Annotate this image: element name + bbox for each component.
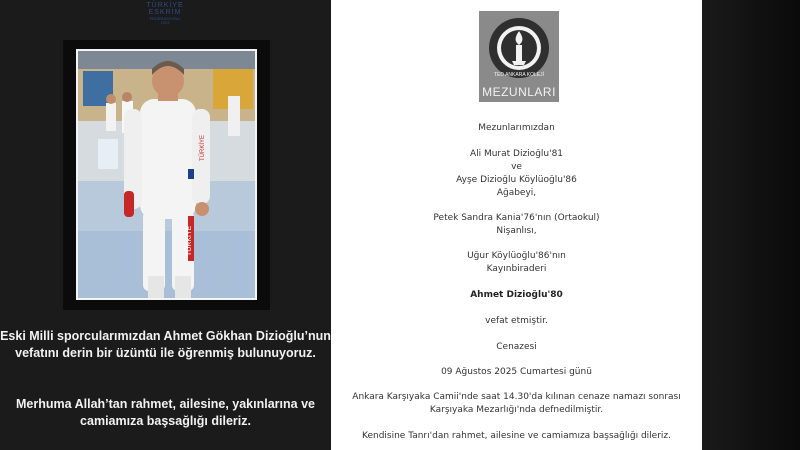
line-mezunlarimizdan: Mezunlarımızdan xyxy=(478,123,555,133)
line-ali-murat: Ali Murat Dizioğlu'81 xyxy=(469,149,564,159)
line-kayinbiraderi: Kayınbiraderi xyxy=(486,264,547,274)
line-nisanlisi: Nişanlısı, xyxy=(496,226,537,236)
federation-logo-line3: FEDERASYONU xyxy=(149,16,181,21)
condolence-paragraph-2: Merhuma Allah’tan rahmet, ailesine, yakınlarına ve camiamıza başsağlığı dileriz. xyxy=(16,397,315,428)
right-margin xyxy=(702,0,800,450)
mezunlar-logo xyxy=(479,11,559,102)
federation-logo-line4: 1923 xyxy=(160,20,170,25)
photo-frame xyxy=(63,40,270,310)
federation-logo xyxy=(130,2,200,25)
pants-text: TÜRKİYE xyxy=(186,225,193,256)
line-ugur: Uğur Köylüoğlu'86'nın xyxy=(467,251,566,261)
line-ve: ve xyxy=(511,162,522,172)
fencer-illustration xyxy=(78,51,255,298)
left-panel xyxy=(0,0,331,450)
suit-text: TÜRKİYE xyxy=(200,134,206,161)
line-vefat: vefat etmiştir. xyxy=(485,316,548,326)
right-panel xyxy=(331,0,702,450)
fencer-photo xyxy=(76,49,257,300)
federation-logo-line2: ESKRİM xyxy=(148,9,182,16)
federation-logo-line1: TÜRKİYE xyxy=(146,2,184,9)
line-agabeyi: Ağabeyi, xyxy=(496,188,537,198)
deceased-name: Ahmet Dizioğlu'80 xyxy=(470,290,563,300)
ted-ring-text: TED ANKARA KOLEJİ xyxy=(493,72,545,78)
line-petek: Petek Sandra Kania'76'nın (Ortaokul) xyxy=(433,213,600,223)
line-cenazesi: Cenazesi xyxy=(496,342,537,352)
line-ceremony: Ankara Karşıyaka Camii'nde saat 14.30'da kılınan cenaze namazı sonrası xyxy=(352,392,681,402)
mezunlar-label: MEZUNLARI xyxy=(482,85,556,99)
line-condolence: Kendisine Tanrı'dan rahmet, ailesine ve camiamıza başsağlığı dileriz. xyxy=(362,431,671,441)
line-burial: Karşıyaka Mezarlığı'nda defnedilmiştir. xyxy=(429,405,604,415)
condolence-paragraph-1: Eski Milli sporcularımızdan Ahmet Gökhan Dizioğlu’nun vefatını derin bir üzüntü ile öğrenmiş bulunuyoruz. xyxy=(0,329,331,360)
line-ayse: Ayşe Dizioğlu Köylüoğlu'86 xyxy=(456,175,577,185)
line-date: 09 Ağustos 2025 Cumartesi günü xyxy=(441,367,592,377)
ted-torch-icon xyxy=(488,17,550,79)
